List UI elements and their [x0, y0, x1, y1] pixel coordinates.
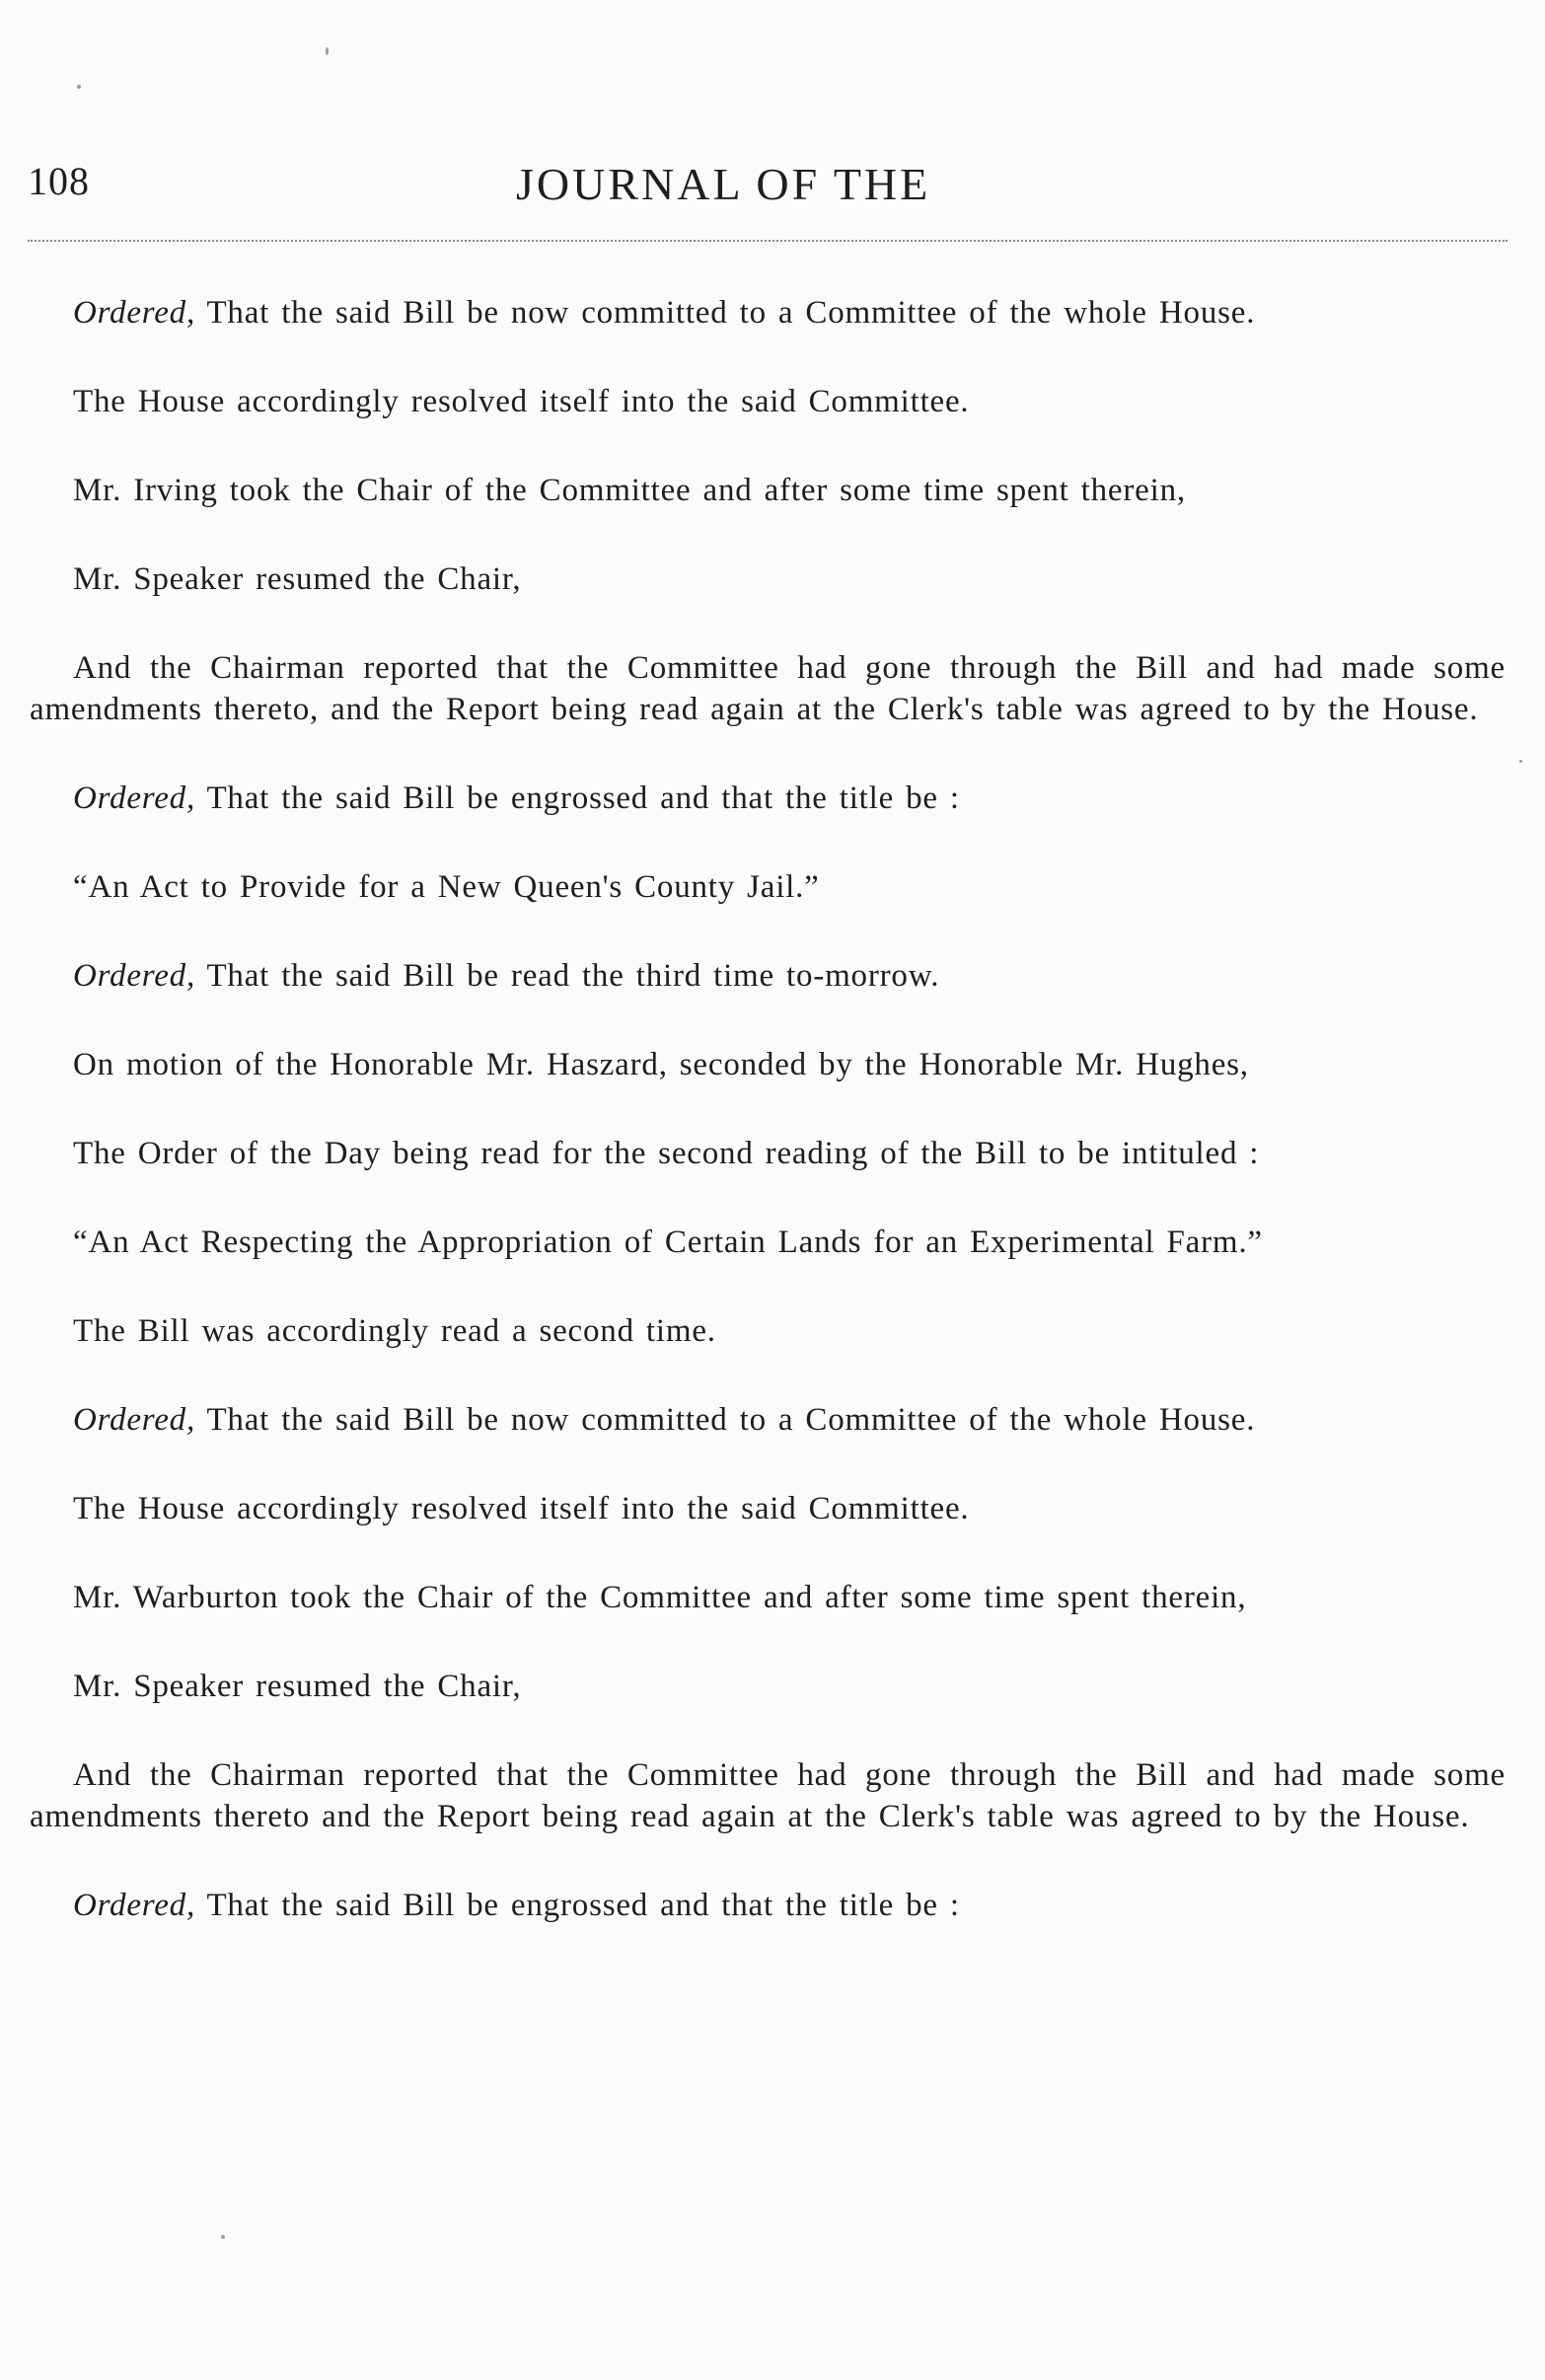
- paragraph-text: “An Act Respecting the Appropriation of Certain Lands for an Experimental Farm.”: [73, 1225, 1263, 1260]
- header-divider: [28, 240, 1508, 242]
- paragraph-text: The House accordingly resolved itself into the said Committee.: [73, 384, 970, 419]
- print-speck: [1519, 760, 1522, 763]
- journal-body: [30, 292, 1506, 1973]
- paragraph-text: The Bill was accordingly read a second time.: [73, 1313, 716, 1349]
- journal-paragraph: [30, 647, 1506, 730]
- journal-paragraph: [30, 1577, 1506, 1618]
- journal-paragraph: [30, 292, 1506, 334]
- paragraph-text: On motion of the Honorable Mr. Haszard, seconded by the Honorable Mr. Hughes,: [73, 1047, 1249, 1082]
- journal-paragraph: [30, 1133, 1506, 1174]
- paragraph-text: That the said Bill be now committed to a Committee of the whole House.: [195, 295, 1256, 331]
- print-speck: [221, 2235, 225, 2239]
- journal-paragraph: [30, 778, 1506, 819]
- page-number: 108: [28, 159, 90, 203]
- bill-title-quote: [30, 866, 1506, 908]
- paragraph-text: That the said Bill be engrossed and that the title be :: [195, 781, 960, 816]
- paragraph-text: The House accordingly resolved itself into the said Committee.: [73, 1491, 970, 1526]
- ordered-lead: Ordered,: [73, 781, 196, 816]
- journal-paragraph: [30, 1310, 1506, 1352]
- paragraph-text: That the said Bill be engrossed and that the title be :: [195, 1888, 960, 1923]
- ordered-lead: Ordered,: [73, 1888, 196, 1923]
- journal-paragraph: [30, 1399, 1506, 1441]
- bill-title-quote: [30, 1222, 1506, 1263]
- ordered-lead: Ordered,: [73, 1402, 196, 1438]
- paragraph-text: Mr. Warburton took the Chair of the Committee and after some time spent therein,: [73, 1580, 1247, 1615]
- ordered-lead: Ordered,: [73, 958, 196, 994]
- paragraph-text: Mr. Speaker resumed the Chair,: [73, 1669, 522, 1704]
- journal-paragraph: [30, 1044, 1506, 1085]
- print-speck: [326, 47, 329, 55]
- journal-paragraph: [30, 1885, 1506, 1926]
- paragraph-text: Mr. Speaker resumed the Chair,: [73, 561, 522, 597]
- paragraph-text: That the said Bill be now committed to a Committee of the whole House.: [195, 1402, 1256, 1438]
- journal-title: JOURNAL OF THE: [516, 159, 931, 209]
- journal-paragraph: [30, 381, 1506, 422]
- journal-paragraph: [30, 558, 1506, 600]
- running-head: [28, 158, 1508, 217]
- ordered-lead: Ordered,: [73, 295, 196, 331]
- journal-paragraph: [30, 1666, 1506, 1707]
- print-speck: [77, 85, 81, 89]
- paragraph-text: Mr. Irving took the Chair of the Committee and after some time spent therein,: [73, 473, 1186, 508]
- journal-paragraph: [30, 1488, 1506, 1529]
- paragraph-text: The Order of the Day being read for the second reading of the Bill to be intituled :: [73, 1136, 1260, 1171]
- journal-paragraph: [30, 1754, 1506, 1837]
- paragraph-text: “An Act to Provide for a New Queen's County Jail.”: [73, 869, 820, 905]
- paragraph-text: And the Chairman reported that the Committee had gone through the Bill and had made some amendments thereto, and the Report being read again at the Clerk's table was agreed to by the House.: [30, 650, 1506, 727]
- paragraph-text: That the said Bill be read the third time to-morrow.: [195, 958, 940, 994]
- journal-paragraph: [30, 470, 1506, 511]
- paragraph-text: And the Chairman reported that the Committee had gone through the Bill and had made some amendments thereto and the Report being read again at the Clerk's table was agreed to by the House.: [30, 1757, 1506, 1834]
- journal-paragraph: [30, 955, 1506, 997]
